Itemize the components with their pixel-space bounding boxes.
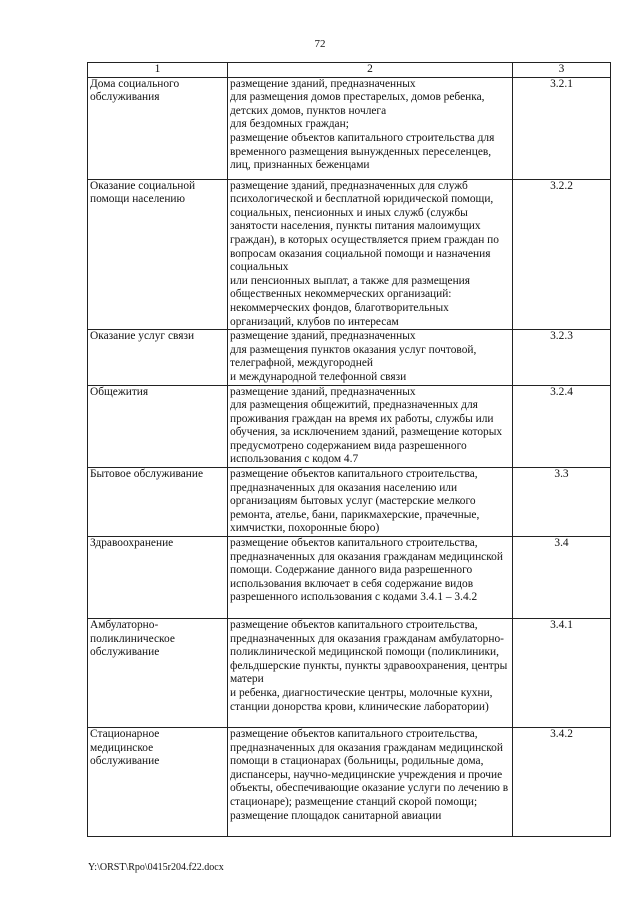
page-number: 72 <box>314 38 326 50</box>
use-type-description: размещение зданий, предназначенных для размещения домов престарелых, домов ребенка, детских домов, пунктов ночлега для бездомных граждан; размещение объектов капитального строительства для временного размещения вынужденных переселенцев, лиц, признанных беженцами <box>228 77 513 179</box>
use-type-name: Оказание социальной помощи населению <box>88 179 228 330</box>
use-type-code: 3.2.1 <box>513 77 611 179</box>
table-row <box>88 179 611 330</box>
use-type-name: Общежития <box>88 385 228 468</box>
table-row <box>88 728 611 837</box>
use-type-name: Здравоохранение <box>88 537 228 619</box>
use-type-name: Амбулаторно-поликлиническое обслуживание <box>88 619 228 728</box>
use-type-description: размещение зданий, предназначенных для размещения общежитий, предназначенных для проживания граждан на время их работы, службы или обучения, за исключением зданий, размещение которых предусмотрено содержанием вида разрешенного использования с кодом 4.7 <box>228 385 513 468</box>
use-type-description: размещение зданий, предназначенных для размещения пунктов оказания услуг почтовой, телеграфной, междугородней и международной телефонной связи <box>228 330 513 385</box>
table-row <box>88 330 611 385</box>
table-row <box>88 468 611 537</box>
land-use-table <box>87 62 611 837</box>
use-type-description: размещение зданий, предназначенных для служб психологической и бесплатной юридической помощи, социальных, пенсионных и иных служб (службы занятости населения, пункты питания малоимущих граждан), в которых осуществляется прием граждан по вопросам оказания социальной помощи и назначения социальных или пенсионных выплат, а также для размещения общественных некоммерческих организаций: некоммерческих фондов, благотворительных организаций, клубов по интересам <box>228 179 513 330</box>
use-type-code: 3.4 <box>513 537 611 619</box>
table-row <box>88 385 611 468</box>
use-type-description: размещение объектов капитального строительства, предназначенных для оказания гражданам амбулаторно-поликлинической медицинской помощи (поликлиники, фельдшерские пункты, пункты здравоохранения, центры матери и ребенка, диагностические центры, молочные кухни, станции донорства крови, клинические лаборатории) <box>228 619 513 728</box>
use-type-description: размещение объектов капитального строительства, предназначенных для оказания гражданам медицинской помощи. Содержание данного вида разрешенного использования включает в себя содержание видов разрешенного использования с кодами 3.4.1 – 3.4.2 <box>228 537 513 619</box>
use-type-name: Бытовое обслуживание <box>88 468 228 537</box>
use-type-code: 3.3 <box>513 468 611 537</box>
use-type-code: 3.2.2 <box>513 179 611 330</box>
header-col-1: 1 <box>88 63 228 78</box>
table-row <box>88 77 611 179</box>
use-type-code: 3.2.3 <box>513 330 611 385</box>
use-type-name: Стационарное медицинское обслуживание <box>88 728 228 837</box>
use-type-code: 3.2.4 <box>513 385 611 468</box>
use-type-name: Оказание услуг связи <box>88 330 228 385</box>
table-header-row <box>88 63 611 78</box>
use-type-description: размещение объектов капитального строительства, предназначенных для оказания населению или организациям бытовых услуг (мастерские мелкого ремонта, ателье, бани, парикмахерские, прачечные, химчистки, похоронные бюро) <box>228 468 513 537</box>
use-type-code: 3.4.2 <box>513 728 611 837</box>
table-row <box>88 619 611 728</box>
use-type-code: 3.4.1 <box>513 619 611 728</box>
use-type-description: размещение объектов капитального строительства, предназначенных для оказания гражданам медицинской помощи в стационарах (больницы, родильные дома, диспансеры, научно-медицинские учреждения и прочие объекты, обеспечивающие оказание услуги по лечению в стационаре); размещение станций скорой помощи; размещение площадок санитарной авиации <box>228 728 513 837</box>
header-col-3: 3 <box>513 63 611 78</box>
table-row <box>88 537 611 619</box>
document-file-path: Y:\ORST\Rpo\0415r204.f22.docx <box>88 862 224 873</box>
use-type-name: Дома социального обслуживания <box>88 77 228 179</box>
header-col-2: 2 <box>228 63 513 78</box>
